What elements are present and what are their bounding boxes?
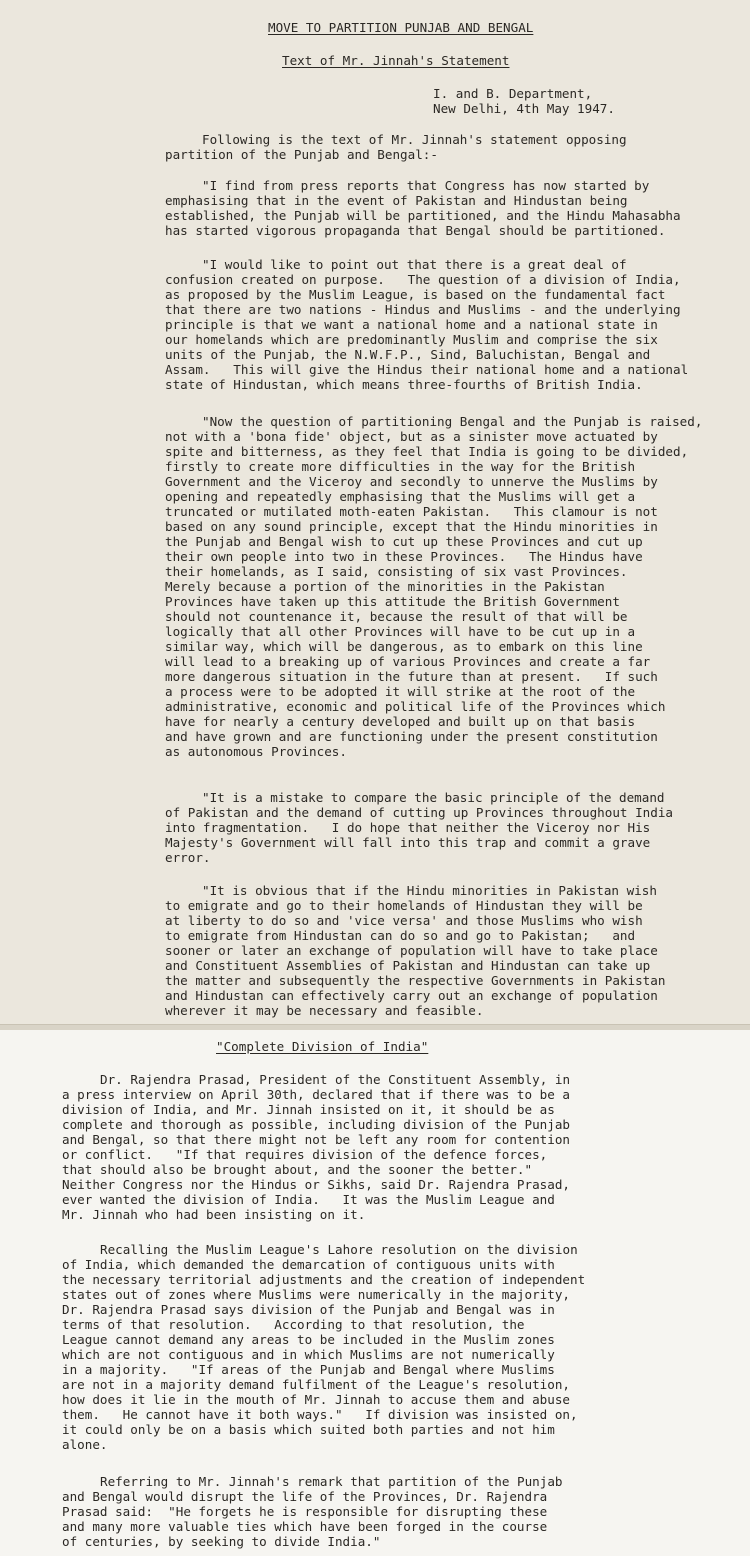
text-line: Merely because a portion of the minorities in the Pakistan (165, 579, 605, 594)
text-line: truncated or mutilated moth-eaten Pakistan. This clamour is not (165, 504, 658, 519)
text-line: "It is obvious that if the Hindu minorities in Pakistan wish (202, 883, 657, 898)
text-line: and Hindustan can effectively carry out an exchange of population (165, 988, 658, 1003)
text-line: will lead to a breaking up of various Provinces and create a far (165, 654, 651, 669)
text-line: sooner or later an exchange of population will have to take place (165, 943, 658, 958)
statement-page-2 (0, 1030, 750, 1556)
text-line: and Constituent Assemblies of Pakistan and Hindustan can take up (165, 958, 651, 973)
text-line: confusion created on purpose. The question of a division of India, (165, 272, 681, 287)
text-line: League cannot demand any areas to be included in the Muslim zones (62, 1332, 555, 1347)
text-line: Referring to Mr. Jinnah's remark that partition of the Punjab (100, 1474, 563, 1489)
text-line: Following is the text of Mr. Jinnah's statement opposing (202, 132, 627, 147)
text-line: principle is that we want a national home and a national state in (165, 317, 658, 332)
text-line: Majesty's Government will fall into this trap and commit a grave (165, 835, 651, 850)
text-line: of centuries, by seeking to divide India." (62, 1534, 381, 1549)
text-line: as autonomous Provinces. (165, 744, 347, 759)
text-line: not with a 'bona fide' object, but as a sinister move actuated by (165, 429, 658, 444)
text-line: it could only be on a basis which suited both parties and not him (62, 1422, 555, 1437)
text-line: of Pakistan and the demand of cutting up Provinces throughout India (165, 805, 673, 820)
text-line: based on any sound principle, except that the Hindu minorities in (165, 519, 658, 534)
text-line: alone. (62, 1437, 108, 1452)
date-line: New Delhi, 4th May 1947. (433, 101, 615, 116)
text-line: a press interview on April 30th, declared that if there was to be a (62, 1087, 570, 1102)
text-line: Neither Congress nor the Hindus or Sikhs, said Dr. Rajendra Prasad, (62, 1177, 570, 1192)
text-line: that there are two nations - Hindus and Muslims - and the underlying (165, 302, 681, 317)
text-line: has started vigorous propaganda that Bengal should be partitioned. (165, 223, 666, 238)
text-line: "I find from press reports that Congress has now started by (202, 178, 650, 193)
text-line: error. (165, 850, 211, 865)
text-line: more dangerous situation in the future than at present. If such (165, 669, 658, 684)
section-heading: "Complete Division of India" (216, 1039, 429, 1054)
text-line: should not countenance it, because the result of that will be (165, 609, 628, 624)
text-line: that should also be brought about, and the sooner the better." (62, 1162, 533, 1177)
text-line: Dr. Rajendra Prasad, President of the Constituent Assembly, in (100, 1072, 571, 1087)
text-line: them. He cannot have it both ways." If division was insisted on, (62, 1407, 578, 1422)
text-line: spite and bitterness, as they feel that India is going to be divided, (165, 444, 689, 459)
text-line: units of the Punjab, the N.W.F.P., Sind, Baluchistan, Bengal and (165, 347, 651, 362)
text-line: firstly to create more difficulties in the way for the British (165, 459, 636, 474)
text-line: partition of the Punjab and Bengal:- (165, 147, 438, 162)
text-line: as proposed by the Muslim League, is based on the fundamental fact (165, 287, 666, 302)
text-line: Prasad said: "He forgets he is responsible for disrupting these (62, 1504, 548, 1519)
text-line: in a majority. "If areas of the Punjab and Bengal where Muslims (62, 1362, 555, 1377)
text-line: similar way, which will be dangerous, as to embark on this line (165, 639, 643, 654)
text-line: Government and the Viceroy and secondly to unnerve the Muslims by (165, 474, 658, 489)
text-line: Dr. Rajendra Prasad says division of the Punjab and Bengal was in (62, 1302, 555, 1317)
text-line: Provinces have taken up this attitude the British Government (165, 594, 620, 609)
text-line: have for nearly a century developed and built up on that basis (165, 714, 636, 729)
text-line: logically that all other Provinces will have to be cut up in a (165, 624, 636, 639)
text-line: to emigrate from Hindustan can do so and go to Pakistan; and (165, 928, 636, 943)
text-line: and many more valuable ties which have been forged in the course (62, 1519, 548, 1534)
department-line: I. and B. Department, (433, 86, 593, 101)
text-line: "Now the question of partitioning Bengal and the Punjab is raised, (202, 414, 703, 429)
text-line: their homelands, as I said, consisting of six vast Provinces. (165, 564, 628, 579)
document-title: MOVE TO PARTITION PUNJAB AND BENGAL (268, 20, 534, 35)
text-line: complete and thorough as possible, including division of the Punjab (62, 1117, 570, 1132)
text-line: opening and repeatedly emphasising that the Muslims will get a (165, 489, 636, 504)
text-line: wherever it may be necessary and feasible. (165, 1003, 484, 1018)
text-line: the Punjab and Bengal wish to cut up these Provinces and cut up (165, 534, 643, 549)
text-line: established, the Punjab will be partitioned, and the Hindu Mahasabha (165, 208, 681, 223)
text-line: at liberty to do so and 'vice versa' and those Muslims who wish (165, 913, 643, 928)
text-line: terms of that resolution. According to that resolution, the (62, 1317, 525, 1332)
text-line: or conflict. "If that requires division of the defence forces, (62, 1147, 548, 1162)
text-line: to emigrate and go to their homelands of Hindustan they will be (165, 898, 643, 913)
text-line: and have grown and are functioning under the present constitution (165, 729, 658, 744)
text-line: ever wanted the division of India. It was the Muslim League and (62, 1192, 555, 1207)
text-line: are not in a majority demand fulfilment of the League's resolution, (62, 1377, 570, 1392)
text-line: Mr. Jinnah who had been insisting on it. (62, 1207, 366, 1222)
text-line: a process were to be adopted it will strike at the root of the (165, 684, 636, 699)
text-line: and Bengal would disrupt the life of the Provinces, Dr. Rajendra (62, 1489, 548, 1504)
text-line: administrative, economic and political life of the Provinces which (165, 699, 666, 714)
text-line: the matter and subsequently the respective Governments in Pakistan (165, 973, 666, 988)
text-line: Assam. This will give the Hindus their national home and a national (165, 362, 689, 377)
text-line: emphasising that in the event of Pakistan and Hindustan being (165, 193, 628, 208)
text-line: states out of zones where Muslims were numerically in the majority, (62, 1287, 570, 1302)
text-line: division of India, and Mr. Jinnah insisted on it, it should be as (62, 1102, 555, 1117)
document-subtitle: Text of Mr. Jinnah's Statement (282, 53, 510, 68)
text-line: Recalling the Muslim League's Lahore resolution on the division (100, 1242, 578, 1257)
text-line: state of Hindustan, which means three-fourths of British India. (165, 377, 643, 392)
text-line: which are not contiguous and in which Muslims are not numerically (62, 1347, 555, 1362)
text-line: and Bengal, so that there might not be left any room for contention (62, 1132, 570, 1147)
text-line: how does it lie in the mouth of Mr. Jinnah to accuse them and abuse (62, 1392, 570, 1407)
text-line: our homelands which are predominantly Muslim and comprise the six (165, 332, 658, 347)
text-line: "It is a mistake to compare the basic principle of the demand (202, 790, 665, 805)
text-line: "I would like to point out that there is a great deal of (202, 257, 627, 272)
text-line: into fragmentation. I do hope that neither the Viceroy nor His (165, 820, 651, 835)
text-line: their own people into two in these Provinces. The Hindus have (165, 549, 643, 564)
text-line: of India, which demanded the demarcation of contiguous units with (62, 1257, 555, 1272)
text-line: the necessary territorial adjustments and the creation of independent (62, 1272, 586, 1287)
